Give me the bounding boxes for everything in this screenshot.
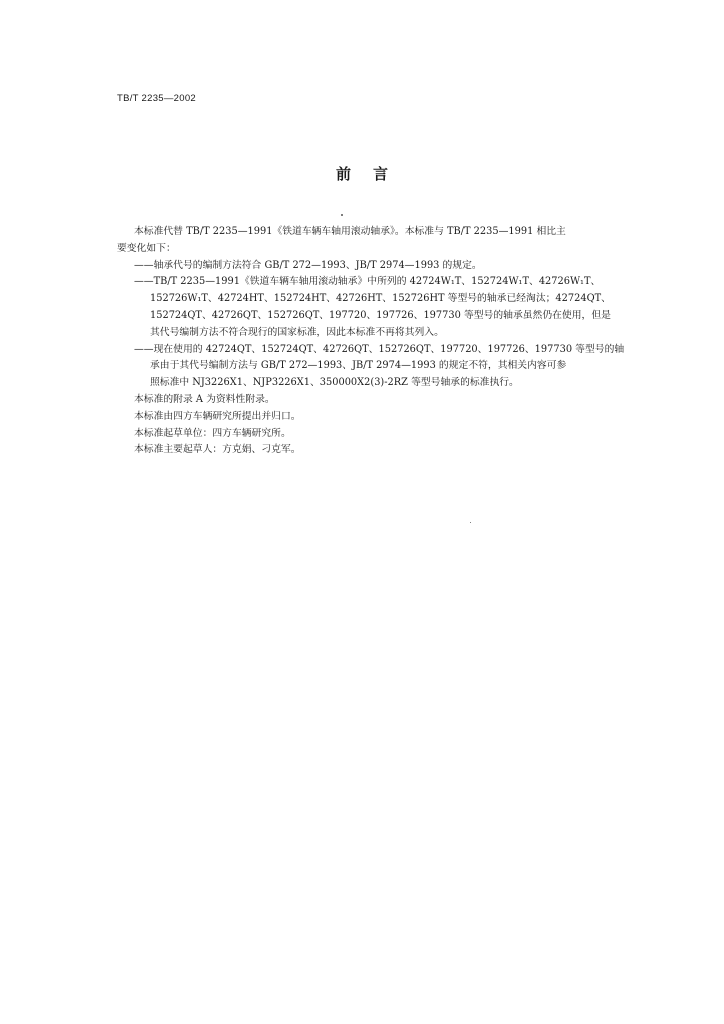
scan-speck [470,522,471,523]
paragraph-line: 本标准起草单位：四方车辆研究所。 [134,427,291,439]
foreword-body [117,224,657,459]
paragraph-line: 本标准代替 TB/T 2235—1991《铁道车辆车轴用滚动轴承》。本标准与 TB/T 2235—1991 相比主 [134,226,566,237]
paragraph-line: 承由于其代号编制方法与 GB/T 272—1993、JB/T 2974—1993 的规定不符，其相关内容可参 [150,360,567,372]
paragraph-line: 本标准的附录 A 为资料性附录。 [134,393,275,405]
paragraph-line: ——TB/T 2235—1991《铁道车辆车轴用滚动轴承》中所列的 42724W₁T、152724W₁T、42726W₁T、 [134,276,601,288]
scan-speck [341,214,343,216]
paragraph-line: 152724QT、42726QT、152726QT、197720、197726、197730 等型号的轴承虽然仍在使用，但是 [150,309,611,321]
paragraph-line: ——现在使用的 42724QT、152724QT、42726QT、152726QT、197720、197726、197730 等型号的轴 [134,343,625,355]
paragraph-line: 本标准主要起草人：方克娟、刁克军。 [134,444,301,456]
page-title: 前言 [335,165,410,183]
paragraph-line: 照标准中 NJ3226X1、NJP3226X1、350000X2(3)-2RZ 等型号轴承的标准执行。 [150,377,519,389]
standard-code-header: TB/T 2235—2002 [117,93,197,104]
paragraph-line: 其代号编制方法不符合现行的国家标准，因此本标准不再将其列入。 [150,326,444,338]
paragraph-line: ——轴承代号的编制方法符合 GB/T 272—1993、JB/T 2974—1993 的规定。 [134,259,482,271]
paragraph-line: 152726W₁T、42724HT、152724HT、42726HT、152726HT 等型号的轴承已经淘汰；42724QT、 [150,293,611,305]
paragraph-line: 要变化如下： [117,242,176,254]
paragraph-line: 本标准由四方车辆研究所提出并归口。 [134,410,301,422]
